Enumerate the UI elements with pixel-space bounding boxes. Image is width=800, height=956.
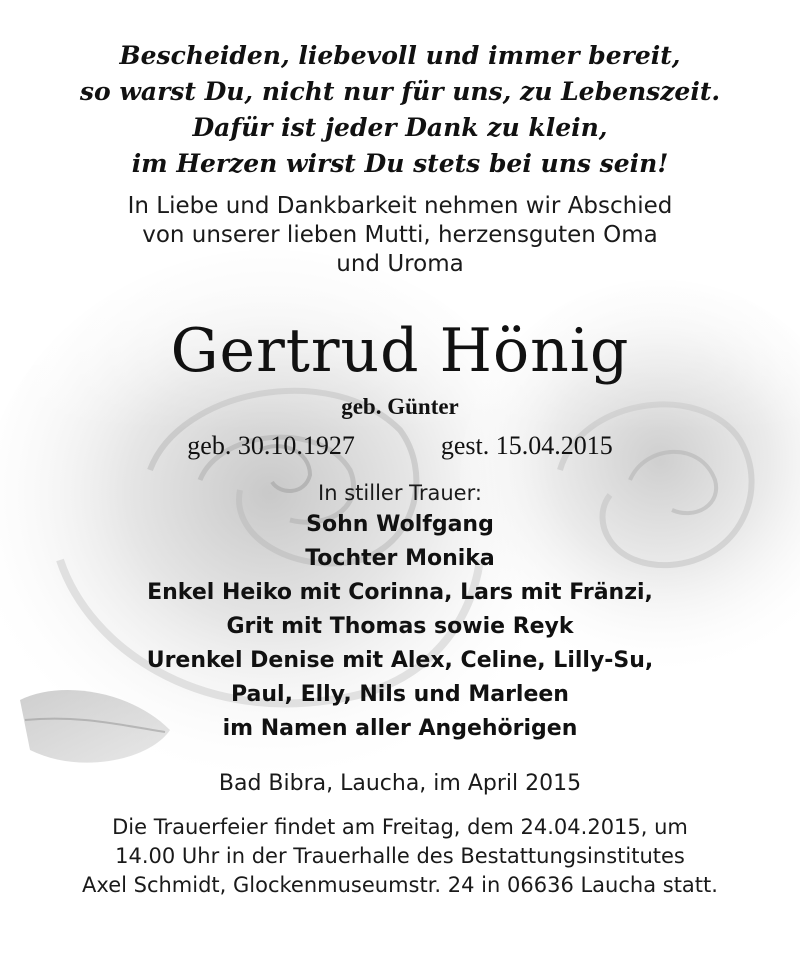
life-dates — [0, 430, 800, 462]
birth-date: geb. 30.10.1927 — [187, 431, 355, 460]
funeral-line: Axel Schmidt, Glockenmuseumstr. 24 in 06636 Laucha statt. — [82, 873, 718, 897]
funeral-details — [0, 813, 800, 900]
verse-line: im Herzen wirst Du stets bei uns sein! — [131, 149, 669, 178]
funeral-line: Die Trauerfeier findet am Freitag, dem 24.04.2015, um — [112, 815, 688, 839]
deceased-name: Gertrud Hönig — [170, 316, 630, 386]
verse-line: Dafür ist jeder Dank zu klein, — [192, 113, 608, 142]
funeral-line: 14.00 Uhr in der Trauerhalle des Bestattungsinstitutes — [115, 844, 685, 868]
mourners-list — [0, 508, 800, 746]
death-date: gest. 15.04.2015 — [440, 431, 613, 460]
memorial-verse — [0, 0, 800, 182]
intro-line: von unserer lieben Mutti, herzensguten Oma — [142, 222, 658, 248]
farewell-intro — [0, 192, 800, 279]
mourner-line: Sohn Wolfgang — [306, 512, 494, 537]
mourner-line: Grit mit Thomas sowie Reyk — [226, 614, 574, 639]
maiden-name: geb. Günter — [341, 394, 459, 419]
verse-line: so warst Du, nicht nur für uns, zu Lebenszeit. — [79, 77, 721, 106]
mourner-line: Paul, Elly, Nils und Marleen — [231, 682, 569, 707]
verse-line: Bescheiden, liebevoll und immer bereit, — [119, 41, 681, 70]
mourner-line: Enkel Heiko mit Corinna, Lars mit Fränzi, — [147, 580, 653, 605]
mourning-intro: In stiller Trauer: — [318, 481, 482, 505]
mourner-line: im Namen aller Angehörigen — [222, 716, 578, 741]
intro-line: In Liebe und Dankbarkeit nehmen wir Abschied — [127, 193, 673, 219]
mourner-line: Urenkel Denise mit Alex, Celine, Lilly-Su, — [146, 648, 654, 673]
mourner-line: Tochter Monika — [305, 546, 495, 571]
place-and-date: Bad Bibra, Laucha, im April 2015 — [218, 771, 582, 796]
intro-line: und Uroma — [336, 251, 464, 277]
